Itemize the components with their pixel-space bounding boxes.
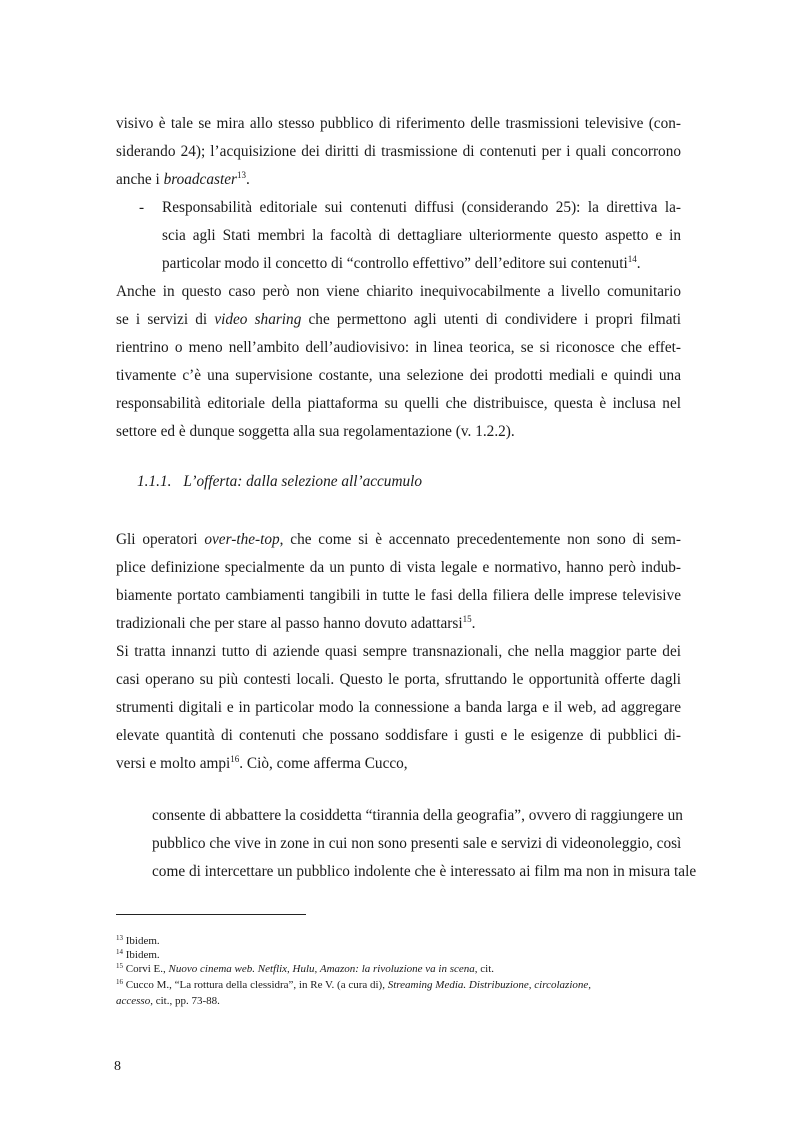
body-line: anche i broadcaster$^{13}$.: [116, 170, 250, 188]
footnote-ref-15: 15: [462, 614, 472, 624]
body-line: tradizionali che per stare al passo hanno dovuto adattarsi$^{15}$.: [116, 614, 476, 632]
body-line: biamente portato cambiamenti tangibili in tutte le fasi della filiera delle imprese televisive: [116, 587, 681, 604]
body-line: settore ed è dunque soggetta alla sua regolamentazione (v. 1.2.2).: [116, 423, 515, 440]
page-number: 8: [114, 1059, 121, 1074]
bullet-line: scia agli Stati membri la facoltà di dettagliare ulteriormente questo aspetto e in: [162, 227, 681, 244]
block-quote-line: come di intercettare un pubblico indolente che è interessato ai film ma non in misura tale: [152, 863, 697, 880]
body-line: casi operano su più contesti locali. Questo le porta, sfruttando le opportunità offerte dagli: [116, 671, 681, 688]
footnote-16: $^{16}$ Cucco M., “La rottura della clessidra”, in Re V. (a cura di), Streaming Media. Distribuzione, circolazione,: [116, 978, 592, 991]
footnote-ref-16: 16: [230, 754, 240, 764]
section-heading: [137, 472, 422, 492]
block-quote-line: consente di abbattere la cosiddetta “tirannia della geografia”, ovvero di raggiungere un: [152, 807, 683, 824]
emphasis-text: over-the-top: [204, 531, 280, 548]
body-line: tivamente c’è una supervisione costante, una selezione dei prodotti mediali e quindi una: [116, 367, 681, 384]
body-line: visivo è tale se mira allo stesso pubblico di riferimento delle trasmissioni televisive (con-: [116, 115, 681, 132]
body-line: versi e molto ampi$^{16}$. Ciò, come afferma Cucco,: [116, 754, 408, 772]
body-line: Anche in questo caso però non viene chiarito inequivocabilmente a livello comunitario: [116, 283, 681, 300]
body-line: plice definizione specialmente da un punto di vista legale e normativo, hanno però indub-: [116, 559, 681, 576]
body-line: strumenti digitali e in particolar modo la connessione a banda larga e il web, ad aggregare: [116, 699, 681, 716]
footnote-ref-13: 13: [236, 170, 246, 180]
bullet-dash: -: [139, 199, 145, 216]
section-title: L’offerta: dalla selezione all’accumulo: [183, 473, 423, 490]
footnote-15: $^{15}$ Corvi E., Nuovo cinema web. Netflix, Hulu, Amazon: la rivoluzione va in scena, cit.: [116, 962, 495, 975]
body-line: siderando 24); l’acquisizione dei diritti di trasmissione di contenuti per i quali concorrono: [116, 143, 681, 160]
body-line: elevate quantità di contenuti che possano soddisfare i gusti e le esigenze di pubblici di-: [116, 727, 681, 744]
footnote-13: $^{13}$ Ibidem.: [116, 934, 160, 947]
body-line: Gli operatori over-the-top, che come si è accennato precedentemente non sono di sem-: [116, 531, 681, 548]
block-quote-line: pubblico che vive in zone in cui non sono presenti sale e servizi di videonoleggio, così: [152, 835, 682, 852]
footnote-16-continued: accesso, cit., pp. 73-88.: [116, 995, 220, 1007]
bullet-line: particolar modo il concetto di “controllo effettivo” dell’editore sui contenuti$^{14}$.: [162, 254, 641, 272]
body-line: rientrino o meno nell’ambito dell’audiovisivo: in linea teorica, se si riconosce che effet-: [116, 339, 681, 356]
footnote-separator: [116, 914, 306, 915]
emphasis-text: video sharing: [214, 311, 302, 328]
emphasis-text: broadcaster: [163, 171, 237, 188]
body-line: responsabilità editoriale della piattaforma su quelli che distribuisce, questa è inclusa nel: [116, 395, 681, 412]
body-line: Si tratta innanzi tutto di aziende quasi sempre transnazionali, che nella maggior parte dei: [116, 643, 681, 660]
bullet-line: Responsabilità editoriale sui contenuti diffusi (considerando 25): la direttiva la-: [162, 199, 681, 216]
section-number: 1.1.1.: [137, 473, 172, 490]
body-line: se i servizi di video sharing che permettono agli utenti di condividere i propri filmati: [116, 311, 681, 328]
footnote-14: $^{14}$ Ibidem.: [116, 948, 160, 961]
footnote-ref-14: 14: [627, 254, 637, 264]
